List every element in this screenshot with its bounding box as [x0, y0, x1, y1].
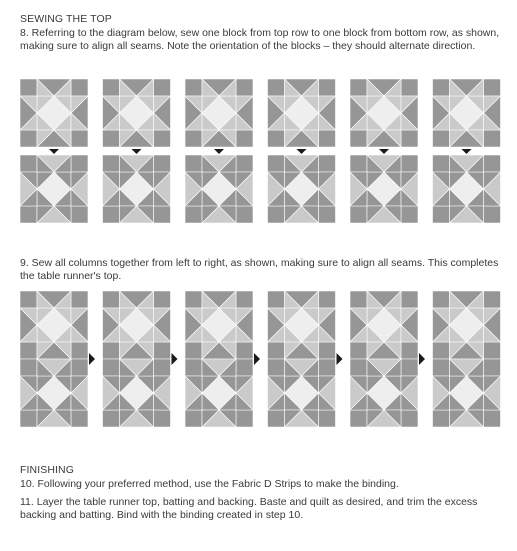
column-bottom-block	[268, 359, 336, 427]
sew-right-arrow	[172, 353, 178, 365]
block-corner	[103, 155, 120, 172]
block-corner	[319, 342, 336, 359]
block-corner	[236, 291, 253, 308]
block-corner	[433, 342, 450, 359]
block-corner	[401, 79, 418, 96]
block-corner	[484, 342, 501, 359]
column-top-block	[185, 291, 253, 359]
block-corner	[433, 206, 450, 223]
block-corner	[401, 410, 418, 427]
block-corner	[268, 410, 285, 427]
sew-right-arrow	[419, 353, 425, 365]
block-corner	[484, 130, 501, 147]
sew-down-arrow	[297, 149, 307, 154]
block-corner	[20, 206, 37, 223]
top-row-block	[350, 79, 418, 147]
block-corner	[154, 291, 171, 308]
step-10-text: 10. Following your preferred method, use the Fabric D Strips to make the binding.	[20, 478, 399, 490]
block-corner	[236, 206, 253, 223]
block-corner	[350, 206, 367, 223]
block-corner	[154, 410, 171, 427]
block-corner	[350, 342, 367, 359]
block-corner	[268, 342, 285, 359]
block-corner	[154, 79, 171, 96]
block-corner	[350, 410, 367, 427]
block-corner	[71, 410, 88, 427]
block-corner	[401, 206, 418, 223]
section-title-finishing: FINISHING	[20, 464, 74, 476]
block-corner	[236, 79, 253, 96]
block-corner	[319, 410, 336, 427]
block-corner	[71, 206, 88, 223]
block-corner	[154, 359, 171, 376]
bottom-row-block	[350, 155, 418, 223]
block-corner	[433, 155, 450, 172]
block-corner	[185, 359, 202, 376]
block-corner	[401, 291, 418, 308]
block-corner	[433, 130, 450, 147]
block-corner	[71, 342, 88, 359]
bottom-row-block	[433, 155, 501, 223]
block-corner	[268, 206, 285, 223]
block-corner	[350, 79, 367, 96]
block-corner	[20, 130, 37, 147]
column-bottom-block	[103, 359, 171, 427]
top-row-block	[268, 79, 336, 147]
block-corner	[71, 291, 88, 308]
block-corner	[268, 359, 285, 376]
block-corner	[20, 410, 37, 427]
block-corner	[185, 130, 202, 147]
block-corner	[20, 359, 37, 376]
block-corner	[103, 291, 120, 308]
block-corner	[103, 410, 120, 427]
sew-down-arrow	[49, 149, 59, 154]
bottom-row-block	[185, 155, 253, 223]
sew-down-arrow	[214, 149, 224, 154]
block-corner	[20, 79, 37, 96]
block-corner	[185, 79, 202, 96]
step-9-text: 9. Sew all columns together from left to right, as shown, making sure to align all seams. This completes the table runner's top.	[20, 257, 499, 282]
block-corner	[71, 79, 88, 96]
section-title-sewing: SEWING THE TOP	[20, 13, 112, 25]
block-corner	[236, 342, 253, 359]
block-corner	[350, 130, 367, 147]
block-corner	[268, 79, 285, 96]
block-corner	[433, 410, 450, 427]
block-corner	[103, 79, 120, 96]
sew-right-arrow	[89, 353, 95, 365]
column-top-block	[268, 291, 336, 359]
top-row-block	[20, 79, 88, 147]
block-corner	[401, 359, 418, 376]
block-corner	[236, 130, 253, 147]
block-corner	[154, 130, 171, 147]
block-corner	[484, 410, 501, 427]
block-corner	[401, 342, 418, 359]
block-corner	[433, 359, 450, 376]
block-corner	[401, 155, 418, 172]
block-corner	[20, 155, 37, 172]
block-corner	[319, 359, 336, 376]
block-corner	[319, 206, 336, 223]
block-corner	[268, 291, 285, 308]
block-corner	[433, 291, 450, 308]
block-corner	[154, 155, 171, 172]
block-corner	[71, 130, 88, 147]
block-corner	[268, 130, 285, 147]
sew-down-arrow	[462, 149, 472, 154]
block-corner	[103, 130, 120, 147]
block-corner	[319, 291, 336, 308]
column-top-block	[103, 291, 171, 359]
bottom-row-block	[103, 155, 171, 223]
sew-right-arrow	[254, 353, 260, 365]
block-corner	[103, 206, 120, 223]
top-row-block	[433, 79, 501, 147]
block-corner	[71, 359, 88, 376]
column-bottom-block	[20, 359, 88, 427]
block-corner	[103, 342, 120, 359]
block-corner	[319, 155, 336, 172]
block-corner	[185, 291, 202, 308]
column-top-block	[20, 291, 88, 359]
column-top-block	[433, 291, 501, 359]
block-corner	[484, 155, 501, 172]
block-corner	[236, 359, 253, 376]
block-corner	[185, 410, 202, 427]
block-corner	[154, 206, 171, 223]
bottom-row-block	[20, 155, 88, 223]
sew-right-arrow	[337, 353, 343, 365]
block-corner	[20, 342, 37, 359]
step-8-text: 8. Referring to the diagram below, sew one block from top row to one block from bottom row, as shown, making sure to align all seams. Note the orientation of the blocks – they should alternate direction.	[20, 27, 500, 52]
step-11-text: 11. Layer the table runner top, batting and backing. Baste and quilt as desired, and trim the excess backing and batting. Bind with the binding created in step 10.	[20, 496, 478, 521]
block-corner	[401, 130, 418, 147]
block-corner	[103, 359, 120, 376]
block-corner	[350, 291, 367, 308]
block-corner	[433, 79, 450, 96]
block-corner	[71, 155, 88, 172]
block-corner	[484, 79, 501, 96]
column-bottom-block	[433, 359, 501, 427]
block-corner	[185, 155, 202, 172]
block-corner	[484, 359, 501, 376]
block-corner	[319, 130, 336, 147]
top-row-block	[185, 79, 253, 147]
block-corner	[236, 410, 253, 427]
block-corner	[268, 155, 285, 172]
block-corner	[319, 79, 336, 96]
block-corner	[154, 342, 171, 359]
block-corner	[484, 291, 501, 308]
column-bottom-block	[185, 359, 253, 427]
sew-down-arrow	[379, 149, 389, 154]
column-top-block	[350, 291, 418, 359]
block-corner	[20, 291, 37, 308]
block-corner	[484, 206, 501, 223]
block-corner	[185, 342, 202, 359]
column-bottom-block	[350, 359, 418, 427]
bottom-row-block	[268, 155, 336, 223]
block-corner	[236, 155, 253, 172]
block-corner	[350, 155, 367, 172]
sew-down-arrow	[132, 149, 142, 154]
block-corner	[185, 206, 202, 223]
block-corner	[350, 359, 367, 376]
top-row-block	[103, 79, 171, 147]
